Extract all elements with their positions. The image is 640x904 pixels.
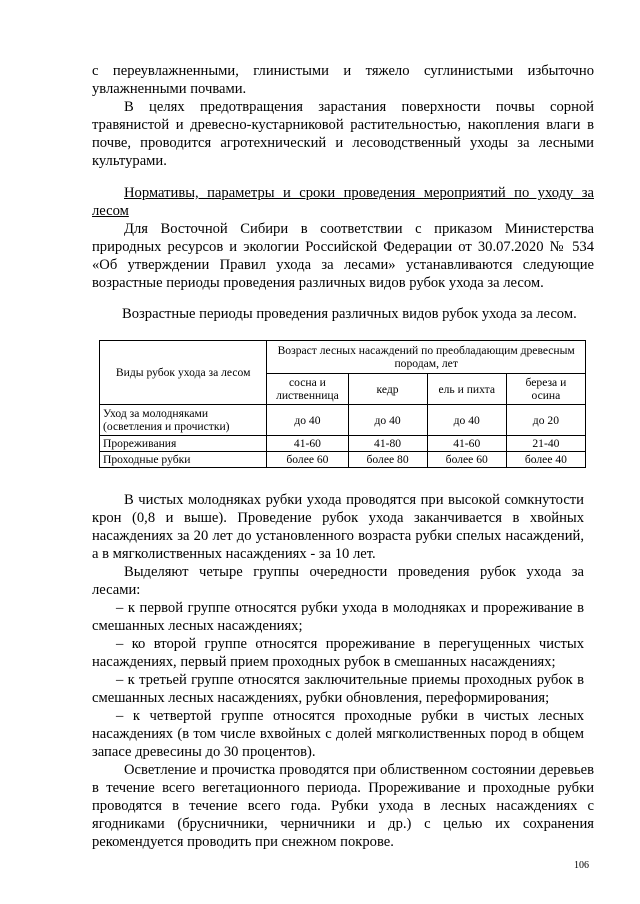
header-age-group: Возраст лесных насаждений по преобладающим древесным породам, лет xyxy=(267,341,586,374)
header-species: береза и осина xyxy=(506,374,585,405)
page-number: 106 xyxy=(574,860,589,871)
table-row xyxy=(100,452,586,468)
table-cell: 41-80 xyxy=(348,436,427,452)
table-cell: до 40 xyxy=(267,405,348,436)
table-cell: более 40 xyxy=(506,452,585,468)
list-item: – к третьей группе относятся заключительные приемы проходных рубок в смешанных лесных насаждениях, рубки обновления, переформирования; xyxy=(92,672,584,706)
header-cut-types: Виды рубок ухода за лесом xyxy=(100,341,267,405)
table-row xyxy=(100,405,586,436)
table-cell: более 60 xyxy=(427,452,506,468)
list-item: – к первой группе относятся рубки ухода в молодняках и прореживание в смешанных лесных насаждениях; xyxy=(92,600,584,634)
table-cell: 21-40 xyxy=(506,436,585,452)
table-caption: Возрастные периоды проведения различных видов рубок ухода за лесом. xyxy=(122,306,577,322)
row-name: Уход за молодняками (осветления и прочистки) xyxy=(100,405,267,436)
list-item: – к четвертой группе относятся проходные рубки в чистых лесных насаждениях (в том числе вхвойных с долей мягколиственных пород в общем запасе древесины до 30 процентов). xyxy=(92,708,584,760)
table-cell: 41-60 xyxy=(267,436,348,452)
paragraph-regulation: Для Восточной Сибири в соответствии с приказом Министерства природных ресурсов и экологии Российской Федерации от 30.07.2020 № 534 «Об утверждении Правил ухода за лесами» устанавливаются следующие возрастные периоды проведения различных видов рубок ухода за лесом. xyxy=(92,221,594,291)
row-name: Проходные рубки xyxy=(100,452,267,468)
table-cell: до 40 xyxy=(348,405,427,436)
table-header-row xyxy=(100,341,586,374)
paragraph-clearing: Осветление и прочистка проводятся при облиственном состоянии деревьев в течение всего вегетационного периода. Прореживание и проходные рубки проводятся в течение всего года. Рубки ухода в лесных насаждениях с ягодниками (брусничники, черничники и др.) с целью их сохранения рекомендуется проводить при снежном покрове. xyxy=(92,762,594,850)
section-heading: Нормативы, параметры и сроки проведения мероприятий по уходу за лесом xyxy=(92,185,594,219)
row-name: Прореживания xyxy=(100,436,267,452)
table-row xyxy=(100,436,586,452)
table-cell: до 40 xyxy=(427,405,506,436)
age-periods-table xyxy=(99,340,586,468)
header-species: сосна и лиственница xyxy=(267,374,348,405)
table-cell: 41-60 xyxy=(427,436,506,452)
table-cell: до 20 xyxy=(506,405,585,436)
header-species: кедр xyxy=(348,374,427,405)
paragraph-young-stands: В чистых молодняках рубки ухода проводятся при высокой сомкнутости крон (0,8 и выше). Проведение рубок ухода заканчивается в хвойных насаждениях за 20 лет до установленного возраста рубки спелых насаждений, а в мягколиственных насаждениях - за 10 лет. xyxy=(92,492,584,562)
list-item: – ко второй группе относятся прореживание в перегущенных чистых насаждениях, первый прием проходных рубок в смешанных насаждениях; xyxy=(92,636,584,670)
paragraph-soils: с переувлажненными, глинистыми и тяжело суглинистыми избыточно увлажненными почвами. xyxy=(92,63,594,97)
table-cell: более 60 xyxy=(267,452,348,468)
paragraph-groups: Выделяют четыре группы очередности проведения рубок ухода за лесами: xyxy=(92,564,584,598)
paragraph-goals: В целях предотвращения зарастания поверхности почвы сорной травянистой и древесно-кустарниковой растительностью, накопления влаги в почве, проводится агротехнический и лесоводственный уходы за лесными культурами. xyxy=(92,99,594,169)
table-cell: более 80 xyxy=(348,452,427,468)
header-species: ель и пихта xyxy=(427,374,506,405)
